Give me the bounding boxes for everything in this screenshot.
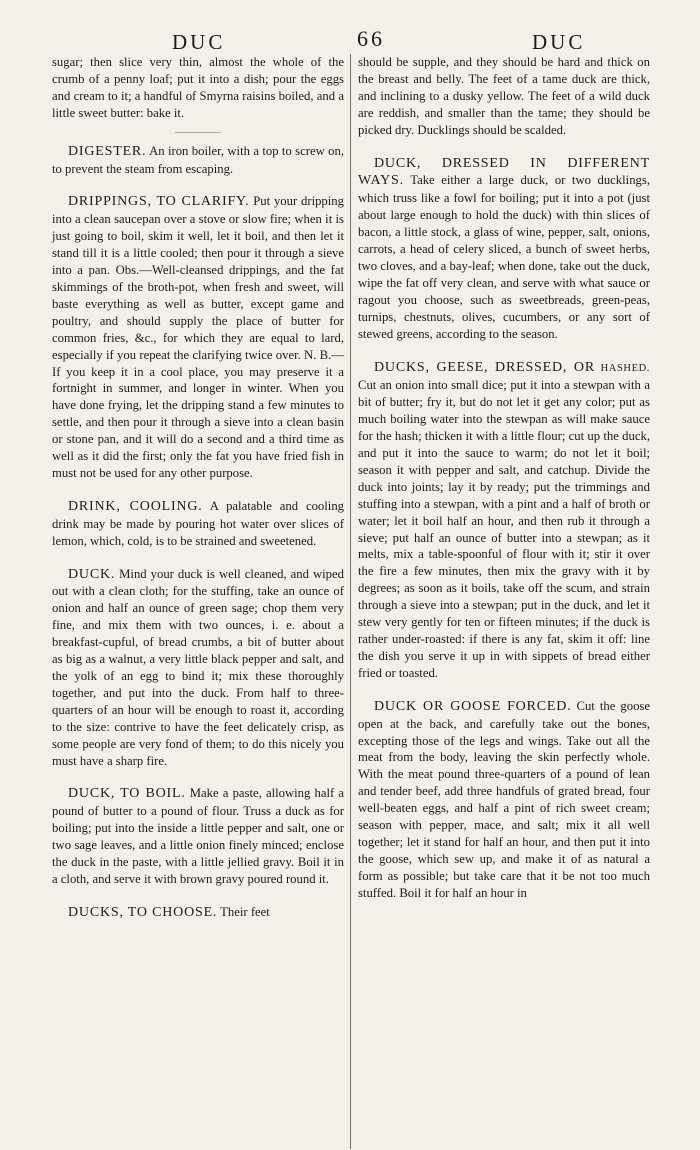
left-column [52, 54, 344, 932]
page-number: 66 [357, 26, 385, 51]
entry-heading: DUCKS, GEESE, DRESSED, OR [374, 359, 595, 375]
entry-heading: DUCK OR GOOSE FORCED. [374, 698, 572, 714]
entry-digester [52, 143, 344, 178]
entry-duck-forced [358, 698, 650, 902]
entry-heading: DUCK. [68, 566, 116, 582]
entry-text: Cut an onion into small dice; put it into a stewpan with a bit of butter; fry it, but do not let it get any color; put as much boiling water into the stewpan as will make sauce for the hash; thicken it with a little flour; cut up the duck, and put it into the sauce to warm; do not let it boil; season it with pepper and salt, and catchup. Divide the duck into joints; lay it by ready; put the trimmings and stuffing into a stewpan, with a pint and a half of broth or water; let it boil half an hour, and then rub it through a sieve; put half an ounce of butter into a stewpan; as it melts, mix a table-spoonful of flour with it; stir it over the fire a few minutes, then mix the gravy with it by degrees; as soon as it boils, take off the scum, and strain through a sieve into a stewpan; put in the duck, and let it stew very gently for ten or fifteen minutes; if the duck is rather under-roasted: if there is any fat, skim it off: line the dish you serve it up in with sippets of bread either fried or toasted. [358, 378, 650, 680]
header-right-word: DUC [532, 30, 586, 54]
entry-text: should be supple, and they should be hard and thick on the breast and belly. The feet of a tame duck are thick, and inclining to a dusky yellow. The feet of a wild duck are reddish, and smaller than the tame; they should be picked dry. Ducklings should be scalded. [358, 55, 650, 137]
entry-text: sugar; then slice very thin, almost the whole of the crumb of a penny loaf; put it into a dish; pour the eggs and cream to it; a handful of Smyrna raisins boiled, and a little sweet butter: bake it. [52, 55, 344, 120]
entry-text: A palatable and cooling drink may be made by pouring hot water over slices of lemon, which, cold, is to be strained and sweetened. [52, 498, 345, 548]
entry-text: Put your dripping into a clean saucepan over a stove or slow fire; when it is just going to boil, skim it well, let it boil, and then let it stand till it is a little cooled; then pour it through a sieve into a pan. Obs.—Well-cleansed drippings, and the fat skimmings of the broth-pot, when fresh and sweet, will baste everything as well as butter, except game and poultry, and should supply the place of butter for common fries, &c., for which they are equal to lard, especially if you repeat the clarifying twice over. N. B.—If you keep it in a cool place, you may preserve it a fortnight in summer, and longer in winter. When you have done frying, let the dripping stand a few minutes to settle, and then pour it through a sieve into a clean basin or stone pan, and it will do a second and a third time as well as it did the first; only the fat you have fried fish in must not be used for any other purpose. [52, 194, 344, 480]
column-divider [350, 54, 351, 1149]
entry-duck-dressed [358, 155, 650, 343]
entry-drippings [52, 193, 344, 481]
entry-text: Cut the goose open at the back, and carefully take out the bones, excepting those of the legs and wings. Take out all the meat from the body, leaving the skin perfectly whole. With the meat pound three-quarters of a pound of lean and tender beef, add three handfuls of grated bread, four well-beaten eggs, and half a pint of rich sweet cream; season with pepper, mace, and salt; mix it all well together; let it stand for half an hour, and then put it into the goose, which sew up, and make it of as natural a form as possible; but take care that it be not too much stuffed. Boil it for half an hour in [358, 698, 650, 900]
entry-heading: DRINK, COOLING. [68, 498, 203, 514]
entry-text: An iron boiler, with a top to screw on, to prevent the steam from escaping. [52, 143, 344, 176]
entry-text: Mind your duck is well cleaned, and wiped out with a clean cloth; for the stuffing, take an ounce of onion and half an ounce of green sage; chop them very fine, and mix them with two ounces, i. e. about a breakfast-cupful, of bread crumbs, a bit of butter about as big as a walnut, a very little black pepper and salt, and the yolk of an egg to bind it; mix these thoroughly together, and put into the duck. From half to three-quarters of an hour will be enough to roast it, according to the size: contrive to have the feet delicately crisp, as some people are very fond of them; to do this nicely you must have a sharp fire. [52, 566, 344, 768]
right-column [358, 54, 650, 912]
entry-duck [52, 566, 344, 770]
entry-drink-cooling [52, 498, 344, 550]
entry-text: Take either a large duck, or two ducklings, which truss like a fowl for boiling; put it into a pot (just about large enough to hold the duck) with thin slices of bacon, a little stock, a glass of wine, pepper, salt, onions, carrots, a head of celery sliced, a bunch of sweet herbs, two cloves, and a bay-leaf; when done, take out the duck, wipe the fat off very clean, and serve with what sauce or ragout you choose, such as sweetbreads, green-peas, turnips, chestnuts, olives, cucumbers, or any sort of stewed greens, according to the season. [358, 173, 650, 341]
entry-subheading: HASHED. [600, 362, 650, 374]
entry-text: Their feet [220, 904, 270, 919]
entry-continued-intro [52, 54, 344, 122]
entry-text: Make a paste, allowing half a pound of butter to a pound of flour. Truss a duck as for boiling; put into the inside a little pepper and salt, one or two sage leaves, and a little onion finely minced; enclose the duck in the paste, with a little jellied gravy. Boil it in a cloth, and serve it with brown gravy poured round it. [52, 786, 344, 886]
entry-heading: DUCK, DRESSED IN DIFFERENT WAYS. [358, 155, 650, 189]
running-header [52, 20, 676, 54]
entry-duck-to-boil [52, 785, 344, 887]
separator-rule [175, 132, 221, 133]
entry-ducks-geese [358, 359, 650, 682]
entry-heading: DUCK, TO BOIL. [68, 786, 186, 802]
entry-continued-choose [358, 54, 650, 139]
entry-heading: DIGESTER. [68, 143, 147, 159]
entry-ducks-to-choose [52, 904, 344, 922]
header-left-word: DUC [172, 30, 226, 54]
entry-heading: DRIPPINGS, TO CLARIFY. [68, 194, 250, 210]
entry-heading: DUCKS, TO CHOOSE. [68, 904, 218, 920]
